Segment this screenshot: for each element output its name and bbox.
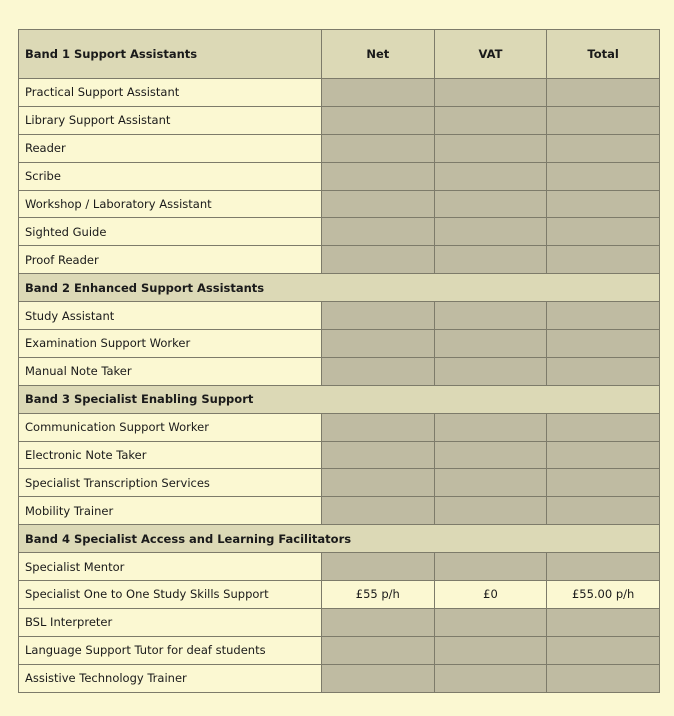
vat-cell — [434, 106, 547, 134]
total-cell — [547, 134, 660, 162]
band3-heading: Band 3 Specialist Enabling Support — [19, 385, 660, 413]
row-label: Language Support Tutor for deaf students — [19, 636, 322, 664]
net-cell — [322, 413, 435, 441]
vat-cell — [434, 664, 547, 692]
table-row — [19, 218, 660, 246]
table-row — [19, 581, 660, 609]
net-cell — [322, 497, 435, 525]
vat-cell — [434, 553, 547, 581]
row-label: Assistive Technology Trainer — [19, 664, 322, 692]
table-row — [19, 497, 660, 525]
table-header-row — [19, 30, 660, 79]
total-cell — [547, 441, 660, 469]
net-cell — [322, 664, 435, 692]
table-row — [19, 357, 660, 385]
total-cell: £55.00 p/h — [547, 581, 660, 609]
vat-cell — [434, 79, 547, 107]
band2-heading: Band 2 Enhanced Support Assistants — [19, 274, 660, 302]
table-row — [19, 302, 660, 330]
table-row — [19, 553, 660, 581]
net-cell — [322, 357, 435, 385]
net-cell — [322, 553, 435, 581]
table-row — [19, 664, 660, 692]
vat-cell — [434, 441, 547, 469]
row-label: Specialist Mentor — [19, 553, 322, 581]
vat-cell — [434, 218, 547, 246]
total-cell — [547, 246, 660, 274]
row-label: Communication Support Worker — [19, 413, 322, 441]
row-label: Specialist One to One Study Skills Support — [19, 581, 322, 609]
table-row — [19, 106, 660, 134]
net-cell — [322, 469, 435, 497]
vat-cell: £0 — [434, 581, 547, 609]
total-cell — [547, 357, 660, 385]
band-heading-row — [19, 274, 660, 302]
table-row — [19, 469, 660, 497]
total-cell — [547, 106, 660, 134]
total-cell — [547, 302, 660, 330]
band-heading-row — [19, 525, 660, 553]
vat-cell — [434, 246, 547, 274]
total-cell — [547, 218, 660, 246]
net-cell — [322, 79, 435, 107]
table-row — [19, 441, 660, 469]
vat-cell — [434, 302, 547, 330]
table-row — [19, 330, 660, 358]
net-cell — [322, 441, 435, 469]
vat-cell — [434, 413, 547, 441]
support-rates-table — [18, 29, 660, 693]
vat-cell — [434, 636, 547, 664]
band4-heading: Band 4 Specialist Access and Learning Facilitators — [19, 525, 660, 553]
vat-cell — [434, 497, 547, 525]
vat-cell — [434, 162, 547, 190]
net-cell — [322, 330, 435, 358]
row-label: Mobility Trainer — [19, 497, 322, 525]
net-cell — [322, 106, 435, 134]
table-row — [19, 79, 660, 107]
row-label: Proof Reader — [19, 246, 322, 274]
net-cell: £55 p/h — [322, 581, 435, 609]
total-cell — [547, 469, 660, 497]
net-cell — [322, 218, 435, 246]
table-row — [19, 608, 660, 636]
table-row — [19, 134, 660, 162]
table-row — [19, 190, 660, 218]
total-cell — [547, 497, 660, 525]
total-cell — [547, 79, 660, 107]
vat-cell — [434, 357, 547, 385]
row-label: Electronic Note Taker — [19, 441, 322, 469]
band1-header: Band 1 Support Assistants — [19, 30, 322, 79]
total-cell — [547, 664, 660, 692]
total-cell — [547, 413, 660, 441]
total-cell — [547, 190, 660, 218]
row-label: Practical Support Assistant — [19, 79, 322, 107]
net-cell — [322, 134, 435, 162]
band-heading-row — [19, 385, 660, 413]
table-row — [19, 162, 660, 190]
total-cell — [547, 608, 660, 636]
total-cell — [547, 553, 660, 581]
net-cell — [322, 636, 435, 664]
row-label: Workshop / Laboratory Assistant — [19, 190, 322, 218]
table-row — [19, 636, 660, 664]
net-cell — [322, 190, 435, 218]
vat-cell — [434, 608, 547, 636]
net-cell — [322, 162, 435, 190]
net-header: Net — [322, 30, 435, 79]
row-label: BSL Interpreter — [19, 608, 322, 636]
row-label: Manual Note Taker — [19, 357, 322, 385]
vat-cell — [434, 330, 547, 358]
total-cell — [547, 330, 660, 358]
vat-cell — [434, 469, 547, 497]
vat-cell — [434, 190, 547, 218]
vat-cell — [434, 134, 547, 162]
vat-header: VAT — [434, 30, 547, 79]
row-label: Sighted Guide — [19, 218, 322, 246]
net-cell — [322, 246, 435, 274]
row-label: Study Assistant — [19, 302, 322, 330]
row-label: Examination Support Worker — [19, 330, 322, 358]
table-row — [19, 413, 660, 441]
net-cell — [322, 608, 435, 636]
total-header: Total — [547, 30, 660, 79]
row-label: Reader — [19, 134, 322, 162]
table-row — [19, 246, 660, 274]
net-cell — [322, 302, 435, 330]
row-label: Library Support Assistant — [19, 106, 322, 134]
row-label: Scribe — [19, 162, 322, 190]
total-cell — [547, 636, 660, 664]
total-cell — [547, 162, 660, 190]
row-label: Specialist Transcription Services — [19, 469, 322, 497]
